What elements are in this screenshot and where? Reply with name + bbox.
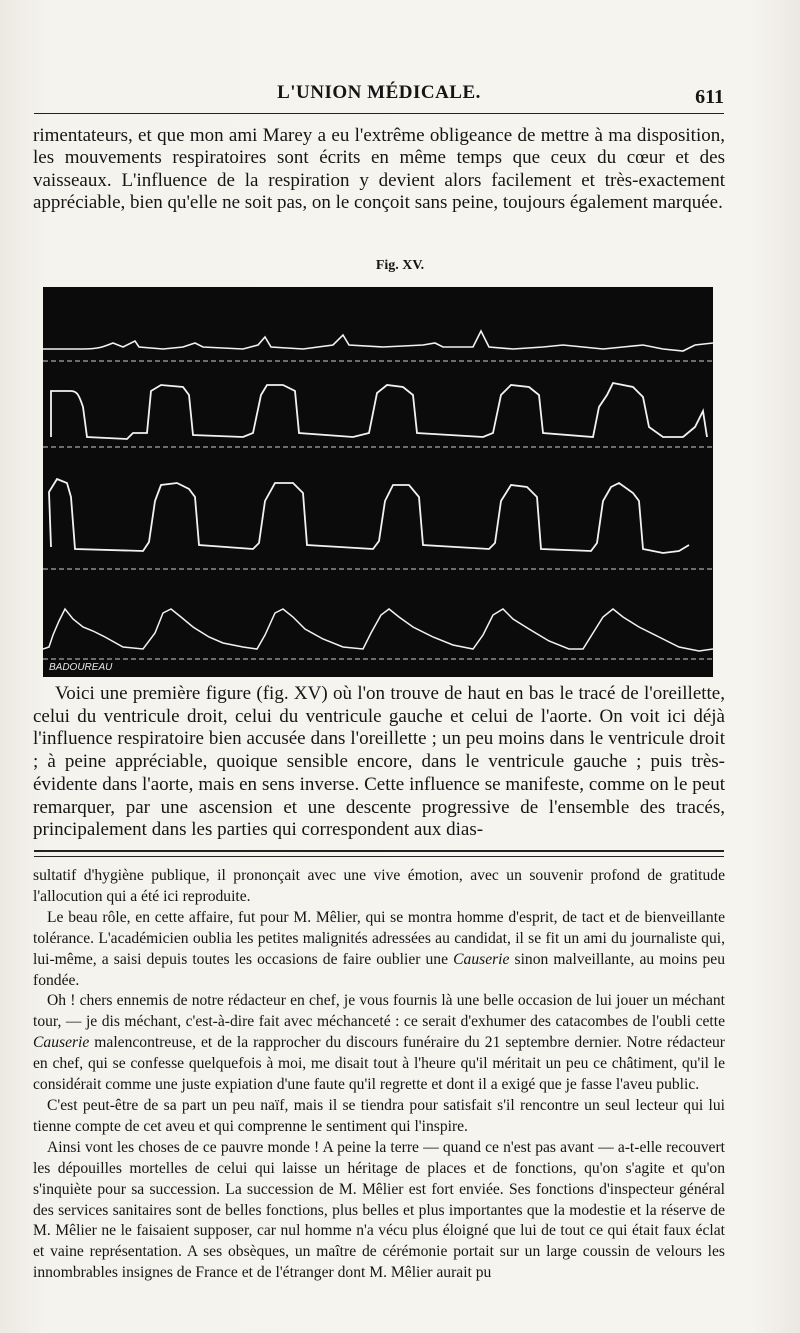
feuilleton-separator	[34, 850, 724, 857]
feuilleton-p3-italic: Causerie	[33, 1034, 90, 1052]
engraver-signature: BADOUREAU	[49, 662, 113, 673]
figure-caption: Fig. XV.	[375, 258, 425, 273]
feuilleton-text	[33, 866, 725, 1284]
feuilleton-p3-text: Oh ! chers ennemis de notre rédacteur en chef, je vous fournis là une belle occasion de lui jouer un méchant tour, — je dis méchant, c'est-à-dire fait avec méchanceté : ce serait d'exhumer des catacombes de l'oubli cette	[33, 992, 725, 1031]
feuilleton-p2-italic: Causerie	[453, 950, 510, 968]
feuilleton-paragraph-4: C'est peut-être de sa part un peu naïf, mais il se tiendra pour satisfait s'il rencontre un seul lecteur qui lui tienne compte de cet aveu et qui comprenne le sentiment qui l'inspire.	[33, 1096, 725, 1135]
plate-background	[43, 287, 713, 677]
feuilleton-paragraph-3	[33, 991, 725, 1096]
feuilleton-paragraph-5: Ainsi vont les choses de ce pauvre monde ! A peine la terre — quand ce n'est pas avant — a-t-elle recouvert les dépouilles mortelles de celui qui laisse un héritage de places et de fonctions, qu'on s'agite et qu'on s'inquiète pour sa succession. La succession de M. Mêlier est fort enviée. Ses fonctions d'inspecteur général des services sanitaires sont de belles fonctions, plus belles et plus importantes que la modestie et la réserve de M. Mêlier ne le faisaient supposer, car nul homme n'a vécu plus éloigné que lui de tout ce qui était faux éclat et vaine représentation. A ses obsèques, un maître de cérémonie portait sur un large coussin de velours les innombrables insignes de France et de l'étranger dont M. Mêlier aurait pu	[33, 1138, 725, 1282]
header-rule	[34, 113, 724, 114]
page-number: 611	[695, 86, 724, 108]
tracings-plate	[43, 287, 713, 677]
feuilleton-paragraph-2	[33, 908, 725, 992]
feuilleton-p2-end: sinon malveillante, au moins peu fondée.	[33, 950, 725, 989]
journal-title: L'UNION MÉDICALE.	[277, 82, 481, 103]
upper-text-paragraph: rimentateurs, et que mon ami Marey a eu l'extrême obligeance de mettre à ma disposition, les mouvements respiratoires sont écrits en même temps que ceux du cœur et des vaisseaux. L'influence de la respiration y devient alors facilement et très-exactement appréciable, bien qu'elle ne soit pas, on le conçoit sans peine, toujours également marquée.	[33, 125, 725, 214]
running-header	[34, 82, 724, 112]
figure-description-paragraph: Voici une première figure (fig. XV) où l'on trouve de haut en bas le tracé de l'oreillette, celui du ventricule droit, celui du ventricule gauche et celui de l'aorte. On voit ici déjà l'influence respiratoire bien accusée dans l'oreillette ; un peu moins dans le ventricule droit ; à peine appréciable, quoique sensible encore, dans le ventricule gauche ; puis très-évidente dans l'aorte, mais en sens inverse. Cette influence se manifeste, comme on le peut remarquer, par une ascension et une descente progressive de l'ensemble des tracés, principalement dans les parties qui correspondent aux dias-	[33, 683, 725, 841]
feuilleton-paragraph-1: sultatif d'hygiène publique, il prononçait avec une vive émotion, avec un souvenir profond de gratitude l'allocution qui a été ici reproduite.	[33, 867, 725, 905]
figure-xv-tracings	[43, 287, 713, 677]
feuilleton-p3-end: malencontreuse, et de la rapprocher du discours funéraire du 21 septembre dernier. Notre rédacteur en chef, qui se confesse quelquefois à moi, me disait tout à l'heure qu'il méritait un peu ce châtiment, qu'il le considérait comme une juste expiation d'une faute qu'il regrette et dont il a exigé que je fasse l'aveu public.	[33, 1034, 726, 1094]
feuilleton-p2-text: Le beau rôle, en cette affaire, fut pour M. Mêlier, qui se montra homme d'esprit, de tact et de bienveillante tolérance. L'académicien oublia les petites malignités adressées au candidat, il se fit un ami du journaliste qui, lui-même, a saisi depuis toutes les occasions de faire oublier une	[33, 908, 725, 968]
